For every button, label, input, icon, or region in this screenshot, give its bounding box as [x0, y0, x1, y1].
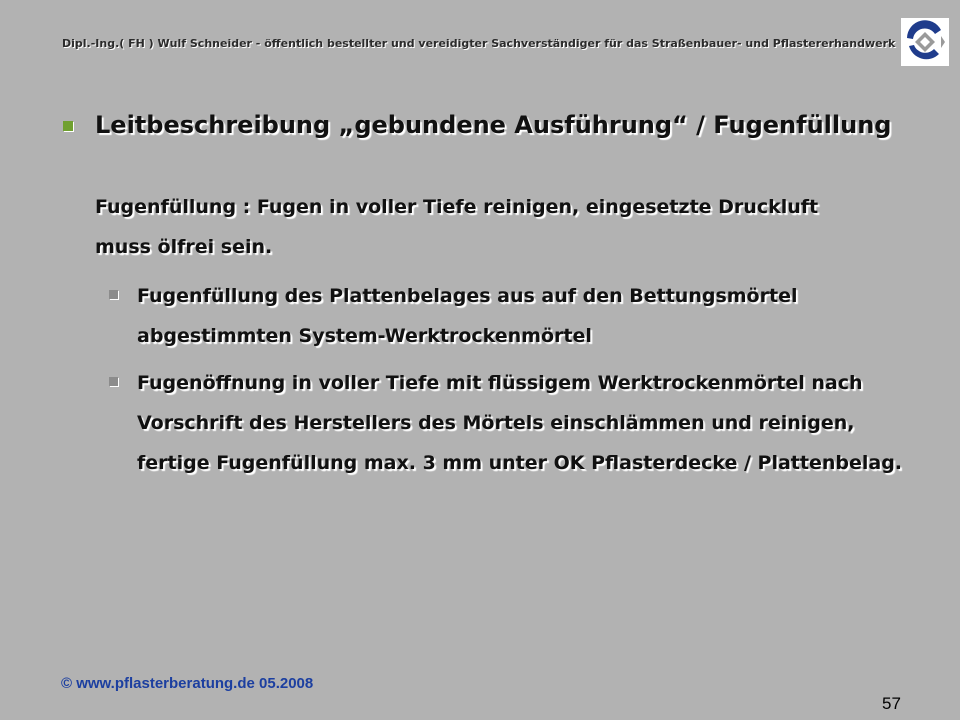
page-number: 57 — [882, 694, 901, 713]
slide-title: Leitbeschreibung „gebundene Ausführung“ / Fugenfüllung — [95, 111, 892, 139]
list-item: Fugenöffnung in voller Tiefe mit flüssigem Werktrockenmörtel nach Vorschrift des Herstellers des Mörtels einschlämmen und reinigen, fertige Fugenfüllung max. 3 mm unter OK Pflasterdecke / Plattenbelag. — [137, 372, 903, 474]
intro-text: Fugenfüllung : Fugen in voller Tiefe reinigen, eingesetzte Druckluft muss ölfrei sein. — [95, 196, 819, 258]
title-bullet-icon — [63, 121, 73, 131]
list-bullet-icon — [109, 377, 118, 386]
copyright-footer: © www.pflasterberatung.de 05.2008 — [61, 675, 314, 692]
list-item: Fugenfüllung des Plattenbelages aus auf den Bettungsmörtel abgestimmten System-Werktrockenmörtel — [137, 285, 798, 347]
list-bullet-icon — [109, 290, 118, 299]
header-text: Dipl.-Ing.( FH ) Wulf Schneider - öffentlich bestellter und vereidigter Sachverständiger für das Straßenbauer- und Pflastererhandwerk — [62, 37, 896, 50]
